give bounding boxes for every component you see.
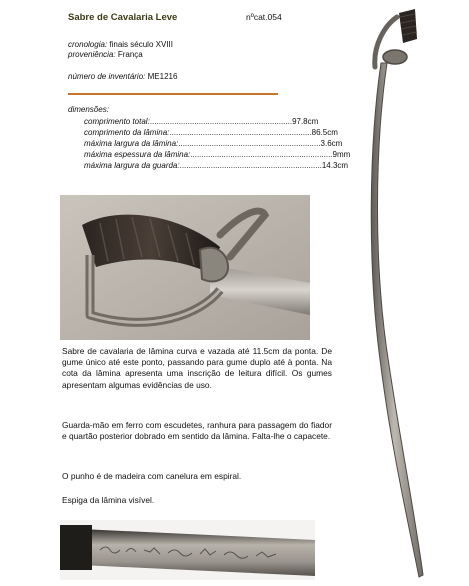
description-paragraph-1: Sabre de cavalaria de lâmina curva e vazada até 11.5cm da ponta. De gume único até este ponto, passando para gume duplo até à ponta. Na cota da lâmina apresenta uma inscrição de leitura difícil. Os gumes apresentam algumas evidências de uso. — [62, 346, 332, 390]
dimensions-heading: dimensões: — [68, 105, 109, 114]
dimension-label: máxima largura da lâmina: — [84, 139, 179, 148]
hilt-detail-photo — [60, 195, 310, 340]
description-paragraph-4: Espiga da lâmina visível. — [62, 495, 155, 505]
blade-inscription-photo — [60, 520, 315, 580]
dimension-label: comprimento da lâmina: — [84, 128, 170, 137]
dimension-value: 9mm — [332, 150, 351, 159]
dimensions-list — [84, 116, 351, 171]
inventory-line — [68, 72, 177, 81]
provenance-line — [68, 50, 143, 59]
sabre-full-photo — [345, 5, 465, 585]
dimension-value: 14.3cm — [321, 161, 349, 170]
dimension-row — [84, 127, 338, 138]
leader-dots: ................................................................ — [178, 139, 321, 148]
leader-dots: ................................................................ — [179, 161, 322, 170]
leader-dots: ................................................................ — [169, 128, 312, 137]
inventory-value: ME1216 — [145, 72, 178, 81]
dimension-label: máxima espessura da lâmina: — [84, 150, 191, 159]
dimension-row — [84, 160, 349, 171]
leader-dots: ................................................................ — [149, 117, 293, 126]
dimension-label: comprimento total: — [84, 117, 150, 126]
leader-dots: ................................................................ — [190, 150, 333, 159]
dimension-row — [84, 138, 343, 149]
separator-rule — [68, 93, 278, 95]
description-paragraph-3: O punho é de madeira com canelura em espiral. — [62, 471, 242, 481]
chronology-line — [68, 40, 173, 49]
provenance-label: proveniência: — [68, 50, 116, 59]
dimension-value: 3.6cm — [320, 139, 343, 148]
item-title: Sabre de Cavalaria Leve — [68, 12, 178, 23]
dimension-value: 86.5cm — [311, 128, 338, 137]
chronology-value: finais século XVIII — [107, 40, 173, 49]
provenance-value: França — [115, 50, 143, 59]
dimension-row — [84, 116, 319, 127]
chronology-label: cronologia: — [68, 40, 108, 49]
catalog-number: nºcat.054 — [246, 12, 282, 22]
inventory-label: número de inventário: — [68, 72, 146, 81]
dimension-value: 97.8cm — [292, 117, 319, 126]
description-paragraph-2: Guarda-mão em ferro com escudetes, ranhura para passagem do fiador e quartão posterior dobrado em sentido da lâmina. Falta-lhe o capacete. — [62, 420, 332, 442]
dimension-row — [84, 149, 351, 160]
dimension-label: máxima largura da guarda: — [84, 161, 180, 170]
